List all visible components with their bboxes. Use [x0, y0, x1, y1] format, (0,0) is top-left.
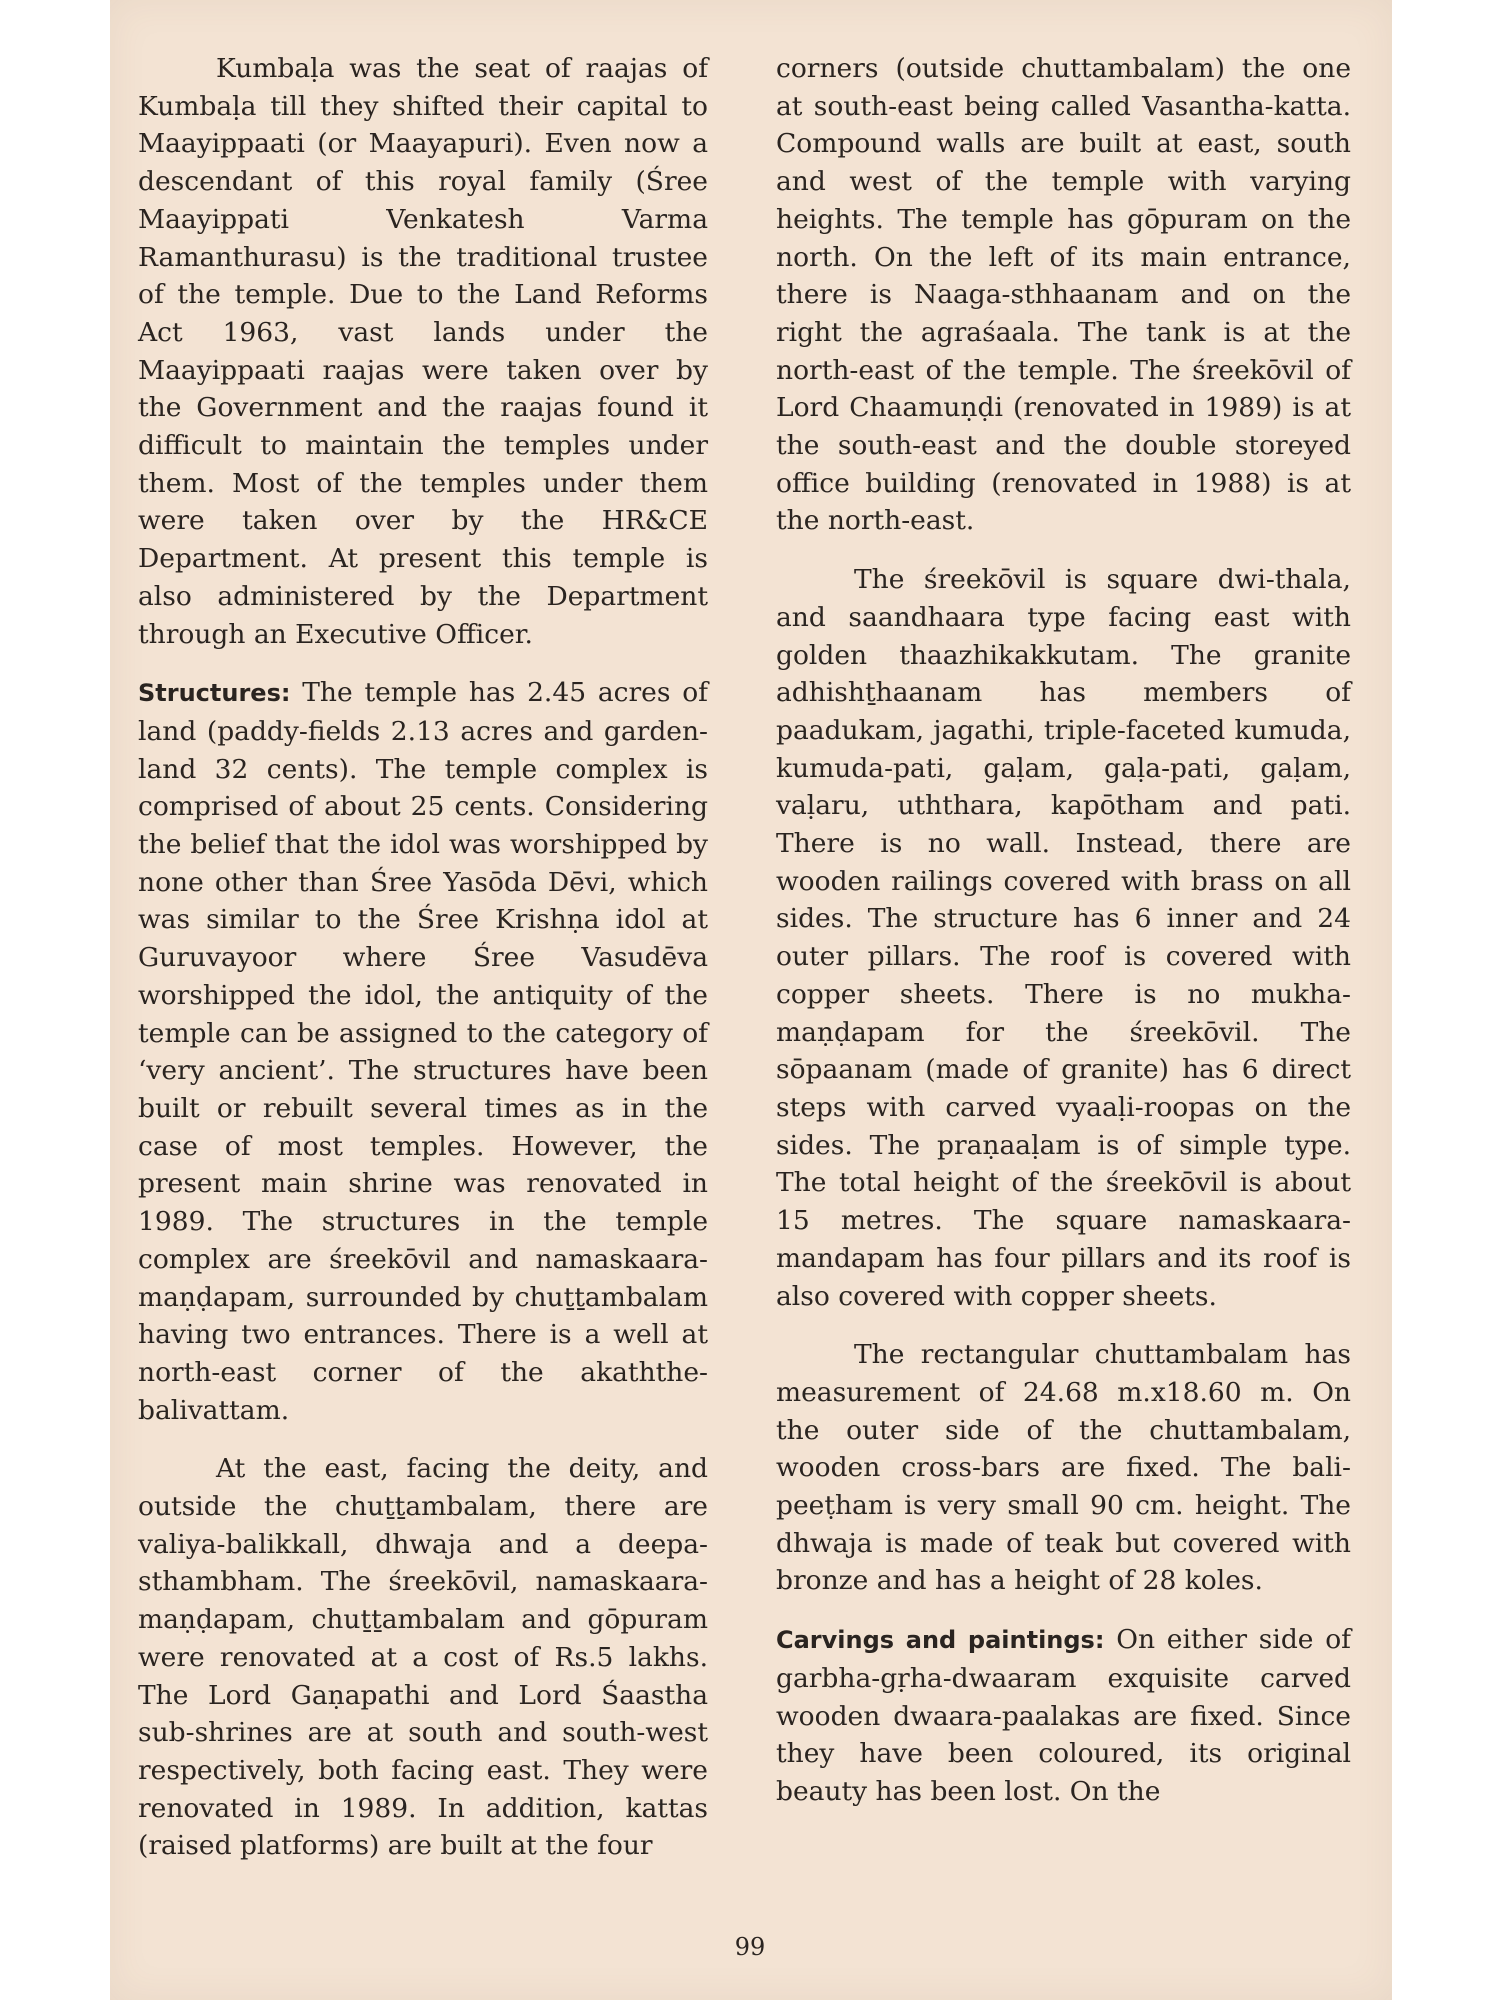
structures-text: The temple has 2.45 acres of land (paddy-fields 2.13 acres and garden-land 32 cents). The temple complex is comprised of about 25 cents. Considering the belief that the idol was worshipped by none other than Śree Yasōda Dēvi, which was similar to the Śree Krishṇa idol at Guruvayoor where Śree Vasudēva worshipped the idol, the antiquity of the temple can be assigned to the category of ‘very ancient’. The structures have been built or rebuilt several times as in the case of most temples. However, the present main shrine was renovated in 1989. The structures in the temple complex are śreekōvil and namaskaara-maṇḍapam, surrounded by chuṯṯambalam having two entrances. There is a well at north-east corner of the akaththe-balivattam. — [138, 677, 708, 1426]
corners-paragraph: corners (outside chuttambalam) the one at south-east being called Vasantha-katta. Compound walls are built at east, south and west of the temple with varying heights. The temple has gōpuram on the north. On the left of its main entrance, there is Naaga-sthhaanam and on the right the agraśaala. The tank is at the north-east of the temple. The śreekōvil of Lord Chaamuṇḍi (renovated in 1989) is at the south-east and the double storeyed office building (renovated in 1988) is at the north-east. — [776, 53, 1351, 537]
carvings-paragraph — [776, 1621, 1351, 1811]
east-side-paragraph: At the east, facing the deity, and outside the chuṯṯambalam, there are valiya-balikkall, dhwaja and a deepa-sthambham. The śreekōvil, namaskaara-maṇḍapam, chuṯṯambalam and gōpuram were renovated at a cost of Rs.5 lakhs. The Lord Gaṇapathi and Lord Śaastha sub-shrines are at south and south-west respectively, both facing east. They were renovated in 1989. In addition, kattas (raised platforms) are built at the four — [138, 1453, 708, 1862]
structures-paragraph — [138, 674, 708, 1429]
chuttambalam-paragraph: The rectangular chuttambalam has measurement of 24.68 m.x18.60 m. On the outer side of the chuttambalam, wooden cross-bars are fixed. The bali-peeṭham is very small 90 cm. height. The dhwaja is made of teak but covered with bronze and has a height of 28 koles. — [776, 1339, 1351, 1597]
structures-heading: Structures: — [138, 679, 291, 708]
page-number: 99 — [734, 1933, 766, 1961]
carvings-heading: Carvings and paintings: — [776, 1626, 1105, 1655]
left-column — [138, 50, 708, 1886]
carvings-text: On either side of garbha-gṛha-dwaaram exquisite carved wooden dwaara-paalakas are fixed. Since they have been coloured, its original beauty has been lost. On the — [776, 1624, 1351, 1807]
right-column — [776, 50, 1351, 1832]
sreekovil-paragraph: The śreekōvil is square dwi-thala, and saandhaara type facing east with golden thaazhikakkutam. The granite adhishṯhaanam has members of paadukam, jagathi, triple-faceted kumuda, kumuda-pati, gaḷam, gaḷa-pati, gaḷam, vaḷaru, uththara, kapōtham and pati. There is no wall. Instead, there are wooden railings covered with brass on all sides. The structure has 6 inner and 24 outer pillars. The roof is covered with copper sheets. There is no mukha-maṇḍapam for the śreekōvil. The sōpaanam (made of granite) has 6 direct steps with carved vyaaḷi-roopas on the sides. The praṇaaḷam is of simple type. The total height of the śreekōvil is about 15 metres. The square namaskaara-mandapam has four pillars and its roof is also covered with copper sheets. — [776, 564, 1351, 1312]
history-paragraph: Kumbaḷa was the seat of raajas of Kumbaḷa till they shifted their capital to Maayippaati (or Maayapuri). Even now a descendant of this royal family (Śree Maayippati Venkatesh Varma Ramanthurasu) is the traditional trustee of the temple. Due to the Land Reforms Act 1963, vast lands under the Maayippaati raajas were taken over by the Government and the raajas found it difficult to maintain the temples under them. Most of the temples under them were taken over by the HR&CE Department. At present this temple is also administered by the Department through an Executive Officer. — [138, 53, 708, 650]
